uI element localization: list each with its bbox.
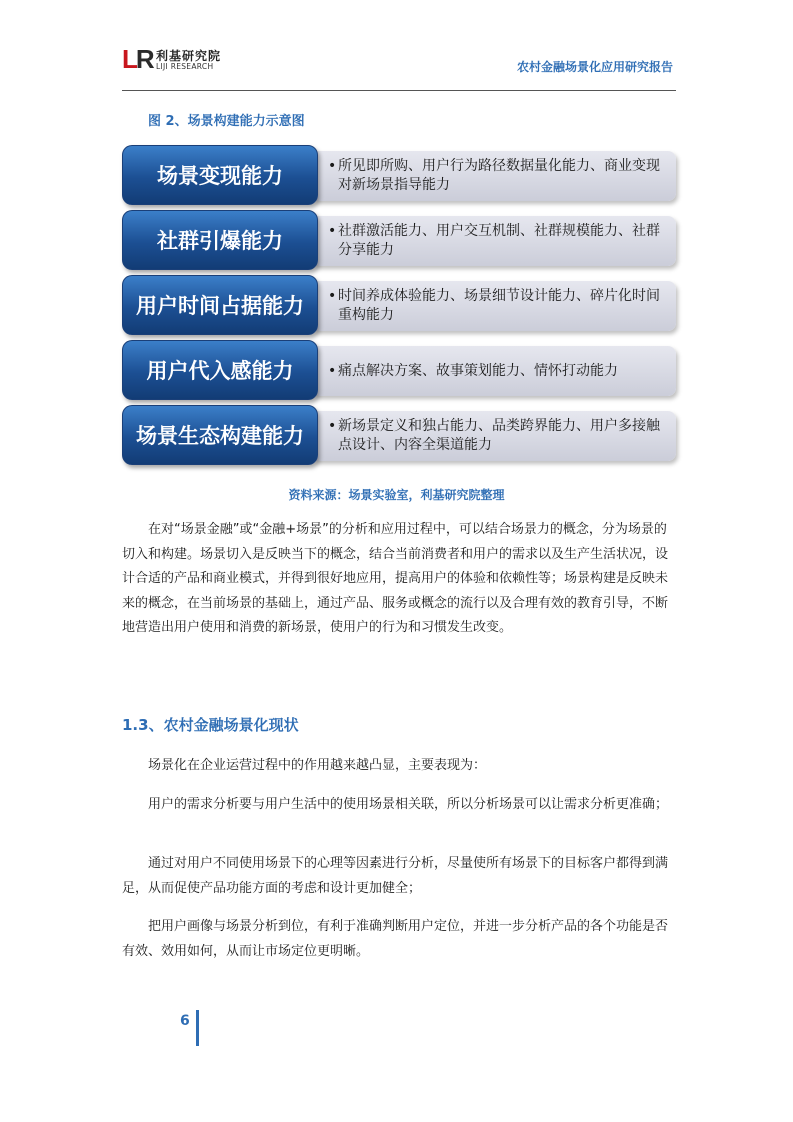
bullet-icon: •: [328, 288, 337, 304]
header-divider: [122, 90, 676, 91]
diagram-label-box: 用户时间占据能力: [122, 275, 318, 335]
diagram-description-bar: [314, 411, 676, 461]
diagram-row: [122, 210, 678, 270]
diagram-label-box: 用户代入感能力: [122, 340, 318, 400]
diagram-label-box: 场景变现能力: [122, 145, 318, 205]
diagram-description-bar: [314, 346, 676, 396]
page-number-bar: [196, 1010, 199, 1046]
diagram-label-box: 场景生态构建能力: [122, 405, 318, 465]
diagram-description: 时间养成体验能力、场景细节设计能力、碎片化时间重构能力: [338, 288, 660, 323]
diagram-description: 新场景定义和独占能力、品类跨界能力、用户多接触点设计、内容全渠道能力: [338, 418, 660, 453]
bullet-icon: •: [328, 223, 337, 239]
body-paragraph: 用户的需求分析要与用户生活中的使用场景相关联，所以分析场景可以让需求分析更准确；: [148, 797, 669, 812]
diagram-description: 所见即所购、用户行为路径数据量化能力、商业变现对新场景指导能力: [338, 158, 660, 193]
report-title: 农村金融场景化应用研究报告: [516, 60, 673, 74]
logo-mark: [122, 46, 153, 72]
bullet-icon: •: [328, 158, 337, 174]
body-paragraph: 通过对用户不同使用场景下的心理等因素进行分析，尽量使所有场景下的目标客户都得到满足，从而促使产品功能方面的考虑和设计更加健全；: [122, 856, 669, 896]
diagram-description: 社群激活能力、用户交互机制、社群规模能力、社群分享能力: [338, 223, 660, 258]
logo-mark-l: L: [122, 44, 136, 74]
intro-paragraph: 在对“场景金融”或“金融+场景”的分析和应用过程中，可以结合场景力的概念，分为场景的切入和构建。场景切入是反映当下的概念，结合当前消费者和用户的需求以及生产生活状况，设计合适的产品和商业模式，并得到很好地应用，提高用户的体验和依赖性等；场景构建是反映未来的概念，在当前场景的基础上，通过产品、服务或概念的流行以及合理有效的教育引导，不断地营造出用户使用和消费的新场景，使用户的行为和习惯发生改变。: [122, 522, 669, 635]
diagram-row: [122, 405, 678, 465]
diagram-label-box: 社群引爆能力: [122, 210, 318, 270]
page-number: 6: [180, 1013, 190, 1029]
bullet-icon: •: [328, 362, 337, 379]
diagram-description-bar: [314, 281, 676, 331]
diagram-row: [122, 340, 678, 400]
logo-chinese-name: 利基研究院: [156, 49, 222, 63]
body-paragraph: 场景化在企业运营过程中的作用越来越凸显，主要表现为：: [148, 758, 487, 773]
bullet-icon: •: [328, 418, 337, 434]
figure-caption: 图 2、场景构建能力示意图: [148, 114, 305, 129]
logo-english-name: LIJI RESEARCH: [156, 62, 214, 71]
section-heading: 1.3、农村金融场景化现状: [122, 716, 299, 734]
diagram-description-bar: [314, 151, 676, 201]
diagram-description-bar: [314, 216, 676, 266]
body-paragraph: 把用户画像与场景分析到位，有利于准确判断用户定位，并进一步分析产品的各个功能是否有效、效用如何，从而让市场定位更明晰。: [122, 919, 669, 959]
logo-mark-r: R: [135, 44, 153, 74]
diagram-description: 痛点解决方案、故事策划能力、情怀打动能力: [338, 362, 618, 379]
diagram-row: [122, 145, 678, 205]
figure-source: 资料来源：场景实验室，利基研究院整理: [288, 488, 505, 502]
diagram-row: [122, 275, 678, 335]
